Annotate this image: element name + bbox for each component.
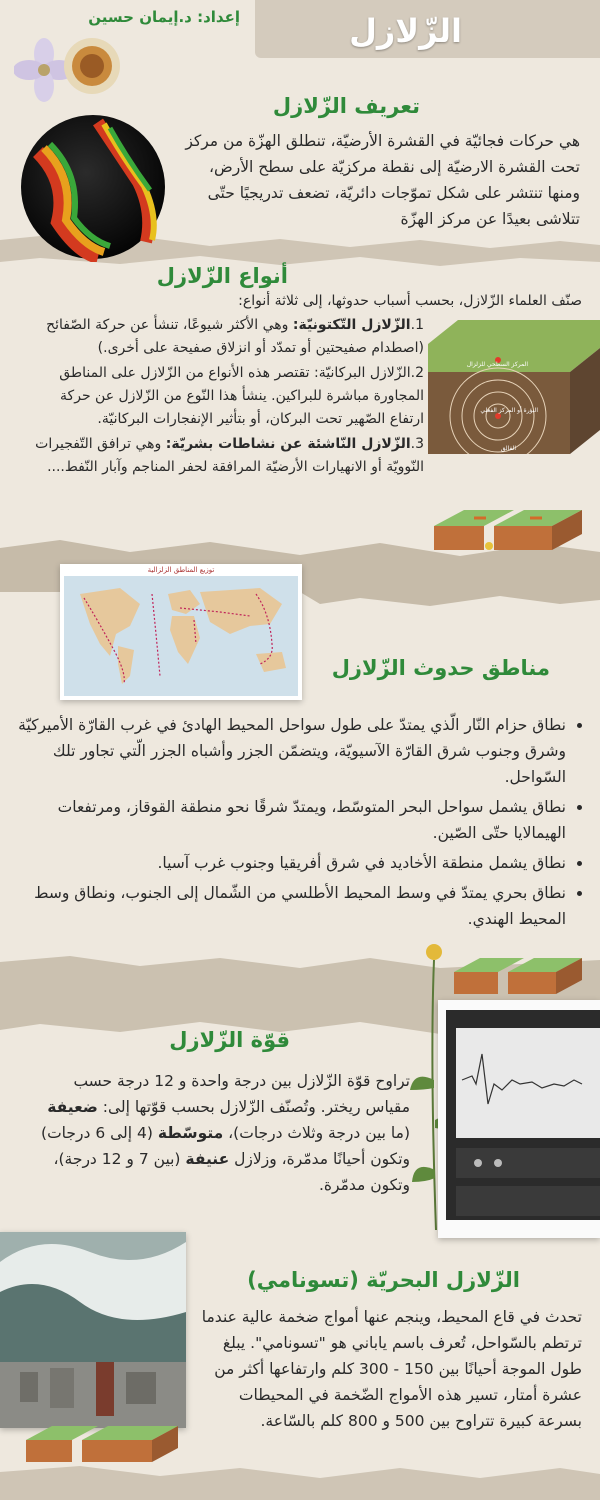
regions-list [18, 712, 584, 936]
list-item: 2.الزّلازل البركانيّة: تقتصر هذه الأنواع من الزّلازل على المناطق المجاورة مباشرة للبراكين. ينشأ هذا النّوع من الزّلازل عن حركة ارتفاع الصّهير تحت البركان، أو بتأثير الإنفجارات البركانيّة. [59, 365, 424, 427]
focus-label: البؤرة أو المركز الفعلي [480, 407, 538, 414]
types-list [34, 314, 424, 481]
list-item: • نطاق يشمل منطقة الأخاديد في شرق أفريقيا وجنوب غرب آسيا. [18, 850, 566, 876]
plate-block-icon-3 [26, 1424, 180, 1468]
types-title: أنواع الزّلازل [156, 264, 288, 288]
map-caption: توزيع المناطق الزلزالية [147, 566, 215, 574]
plate-block-icon [434, 506, 584, 558]
seismograph-icon [438, 1000, 600, 1238]
definition-text: هي حركات فجائيّة في القشرة الأرضيّة، تنطلق الهزّة من مركز تحت القشرة الارضيّة إلى نقطة مركزيّة على سطح الأرض، ومنها تنتشر على شكل تموّجات دائريّة، تضعف تدريجيًا حتّى تتلاشى بعيدًا عن مركز الهزّة [185, 132, 580, 228]
tsunami-title: الزّلازل البحريّة (تسونامي) [247, 1268, 520, 1292]
torn-strip-4 [0, 1466, 600, 1500]
page-title: الزّلازل [349, 12, 462, 50]
flower-icon [14, 30, 134, 108]
tsunami-text: تحدث في قاع المحيط، وينجم عنها أمواج ضخمة عالية عندما ترتطم بالسّواحل، تُعرف باسم ياباني هو "تسونامي". يبلغ طول الموجة أحيانًا بين 150 - 300 كلم وارتفاعها أكثر من عشرة أمتار، تسير هذه الأمواج الضّخمة في المحيطات بسرعة كبيرة تتراوح بين 500 و 800 كلم بالسّاعة. [201, 1308, 582, 1430]
globe-icon [18, 112, 168, 262]
fault-label: الفالق [500, 445, 516, 452]
world-map-icon [60, 564, 302, 700]
medium-term: متوسّطة [157, 1124, 224, 1142]
seismograph-card [438, 1000, 600, 1238]
fault-diagram-icon [428, 320, 600, 454]
weak-term: ضعيفة [47, 1098, 98, 1116]
regions-title: مناطق حدوث الزّلازل [331, 656, 550, 680]
types-intro: صنّف العلماء الزّلازل، بحسب أسباب حدوثها، إلى ثلاثة أنواع: [238, 293, 582, 309]
author-credit: إعداد: د.إيمان حسين [88, 8, 240, 26]
violent-term: عنيفة [185, 1150, 230, 1168]
epicenter-label: المركز السطحي للزلزال [466, 361, 528, 368]
list-item: 1.الزّلازل التّكتونيّة: وهي الأكثر شيوعًا، تنشأ عن حركة الصّفائح (اصطدام صفيحتين أو تمدّد أو انزلاق صفيحة على أخرى.) [46, 317, 424, 356]
world-map-card [60, 564, 302, 700]
list-item: 3.الزّلازل النّاشئة عن نشاطات بشريّة: وهي ترافق التّفجيرات النّوويّة أو الانهيارات الأرضيّة المرافقة لحفر المناجم وآبار النّفط.... [35, 436, 424, 475]
list-item: • نطاق حزام النّار الّذي يمتدّ على طول سواحل المحيط الهادئ في غرب القارّة الأميركيّة وشرق وجنوب شرق القارّة الآسيويّة، ويتضمّن الجزر وأشباه الجزر الّتي تجاور تلك السّواحل. [18, 712, 566, 790]
strength-text: تراوح قوّة الزّلازل بين درجة واحدة و 12 درجة حسب مقياس ريختر. وتُصنّف الزّلازل بحسب قوّتها إلى: ضعيفة (ما بين درجة وثلاث درجات)، متوسّطة (4 إلى 6 درجات) وتكون أحيانًا مدمّرة، وزلازل عنيفة (بين 7 و 12 درجة)، وتكون مدمّرة. [41, 1072, 410, 1194]
plate-block-icon-2 [454, 954, 584, 1000]
list-item: • نطاق يشمل سواحل البحر المتوسّط، ويمتدّ شرقًا نحو منطقة القوقاز، ومرتفعات الهيمالايا حتّى الصّين. [18, 794, 566, 846]
tsunami-wave-icon [0, 1232, 186, 1428]
definition-title: تعريف الزّلازل [272, 94, 420, 118]
list-item: • نطاق بحري يمتدّ في وسط المحيط الأطلسي من الشّمال إلى الجنوب، ونطاق وسط المحيط الهندي. [18, 880, 566, 932]
strength-title: قوّة الزّلازل [169, 1028, 290, 1052]
tsunami-photo [0, 1232, 186, 1428]
